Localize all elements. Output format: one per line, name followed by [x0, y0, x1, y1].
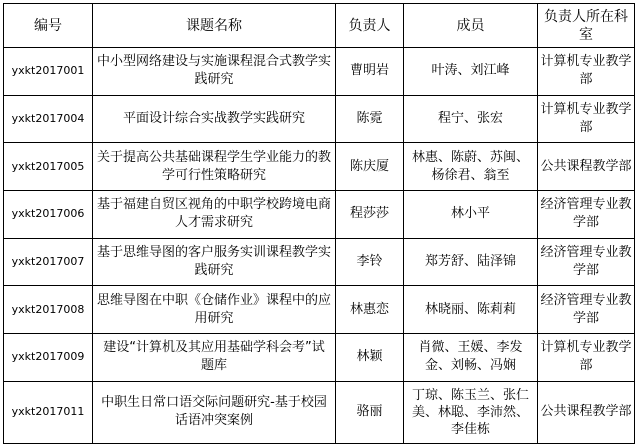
table-row	[4, 286, 635, 334]
project-leader: 陈庆厦	[336, 143, 404, 191]
project-members: 叶涛、刘江峰	[404, 48, 538, 96]
header-title: 课题名称	[93, 4, 336, 48]
project-title: 平面设计综合实战教学实践研究	[93, 95, 336, 143]
project-title: 思维导图在中职《仓储作业》课程中的应用研究	[93, 286, 336, 334]
project-title: 中小型网络建设与实施课程混合式教学实践研究	[93, 48, 336, 96]
header-code: 编号	[4, 4, 93, 48]
project-title: 关于提高公共基础课程学生学业能力的教学可行性策略研究	[93, 143, 336, 191]
project-code: yxkt2017006	[4, 191, 93, 239]
table-row	[4, 191, 635, 239]
project-leader: 林颖	[336, 334, 404, 382]
project-department: 经济管理专业教学部	[538, 238, 635, 286]
project-department: 计算机专业教学部	[538, 95, 635, 143]
table-row	[4, 381, 635, 443]
project-code: yxkt2017009	[4, 334, 93, 382]
project-members: 林惠、陈蔚、苏闽、杨徐君、翁至	[404, 143, 538, 191]
project-title: 建设“计算机及其应用基础学科会考”试题库	[93, 334, 336, 382]
project-code: yxkt2017001	[4, 48, 93, 96]
table-row	[4, 95, 635, 143]
project-department: 公共课程教学部	[538, 143, 635, 191]
project-department: 公共课程教学部	[538, 381, 635, 443]
project-members: 林晓丽、陈莉莉	[404, 286, 538, 334]
project-code: yxkt2017005	[4, 143, 93, 191]
header-leader: 负责人	[336, 4, 404, 48]
project-code: yxkt2017007	[4, 238, 93, 286]
project-department: 经济管理专业教学部	[538, 286, 635, 334]
project-department: 计算机专业教学部	[538, 48, 635, 96]
project-leader: 陈霓	[336, 95, 404, 143]
project-title: 基于福建自贸区视角的中职学校跨境电商人才需求研究	[93, 191, 336, 239]
project-members: 肖微、王媛、李发金、刘畅、冯娴	[404, 334, 538, 382]
table-row	[4, 143, 635, 191]
project-leader: 林惠恋	[336, 286, 404, 334]
project-members: 林小平	[404, 191, 538, 239]
project-department: 经济管理专业教学部	[538, 191, 635, 239]
table-row	[4, 238, 635, 286]
project-members: 丁琼、陈玉兰、张仁美、林聪、李沛然、李佳栋	[404, 381, 538, 443]
project-leader: 程莎莎	[336, 191, 404, 239]
project-leader: 李铃	[336, 238, 404, 286]
table-row	[4, 48, 635, 96]
project-leader: 曹明岩	[336, 48, 404, 96]
table-row	[4, 334, 635, 382]
project-title: 基于思维导图的客户服务实训课程教学实践研究	[93, 238, 336, 286]
project-members: 程宁、张宏	[404, 95, 538, 143]
header-department: 负责人所在科室	[538, 4, 635, 48]
header-row	[4, 4, 635, 48]
project-department: 计算机专业教学部	[538, 334, 635, 382]
project-table	[3, 3, 635, 444]
header-members: 成员	[404, 4, 538, 48]
project-title: 中职生日常口语交际问题研究-基于校园话语冲突案例	[93, 381, 336, 443]
project-code: yxkt2017008	[4, 286, 93, 334]
project-code: yxkt2017011	[4, 381, 93, 443]
project-code: yxkt2017004	[4, 95, 93, 143]
project-leader: 骆丽	[336, 381, 404, 443]
project-members: 郑芳舒、陆泽锦	[404, 238, 538, 286]
